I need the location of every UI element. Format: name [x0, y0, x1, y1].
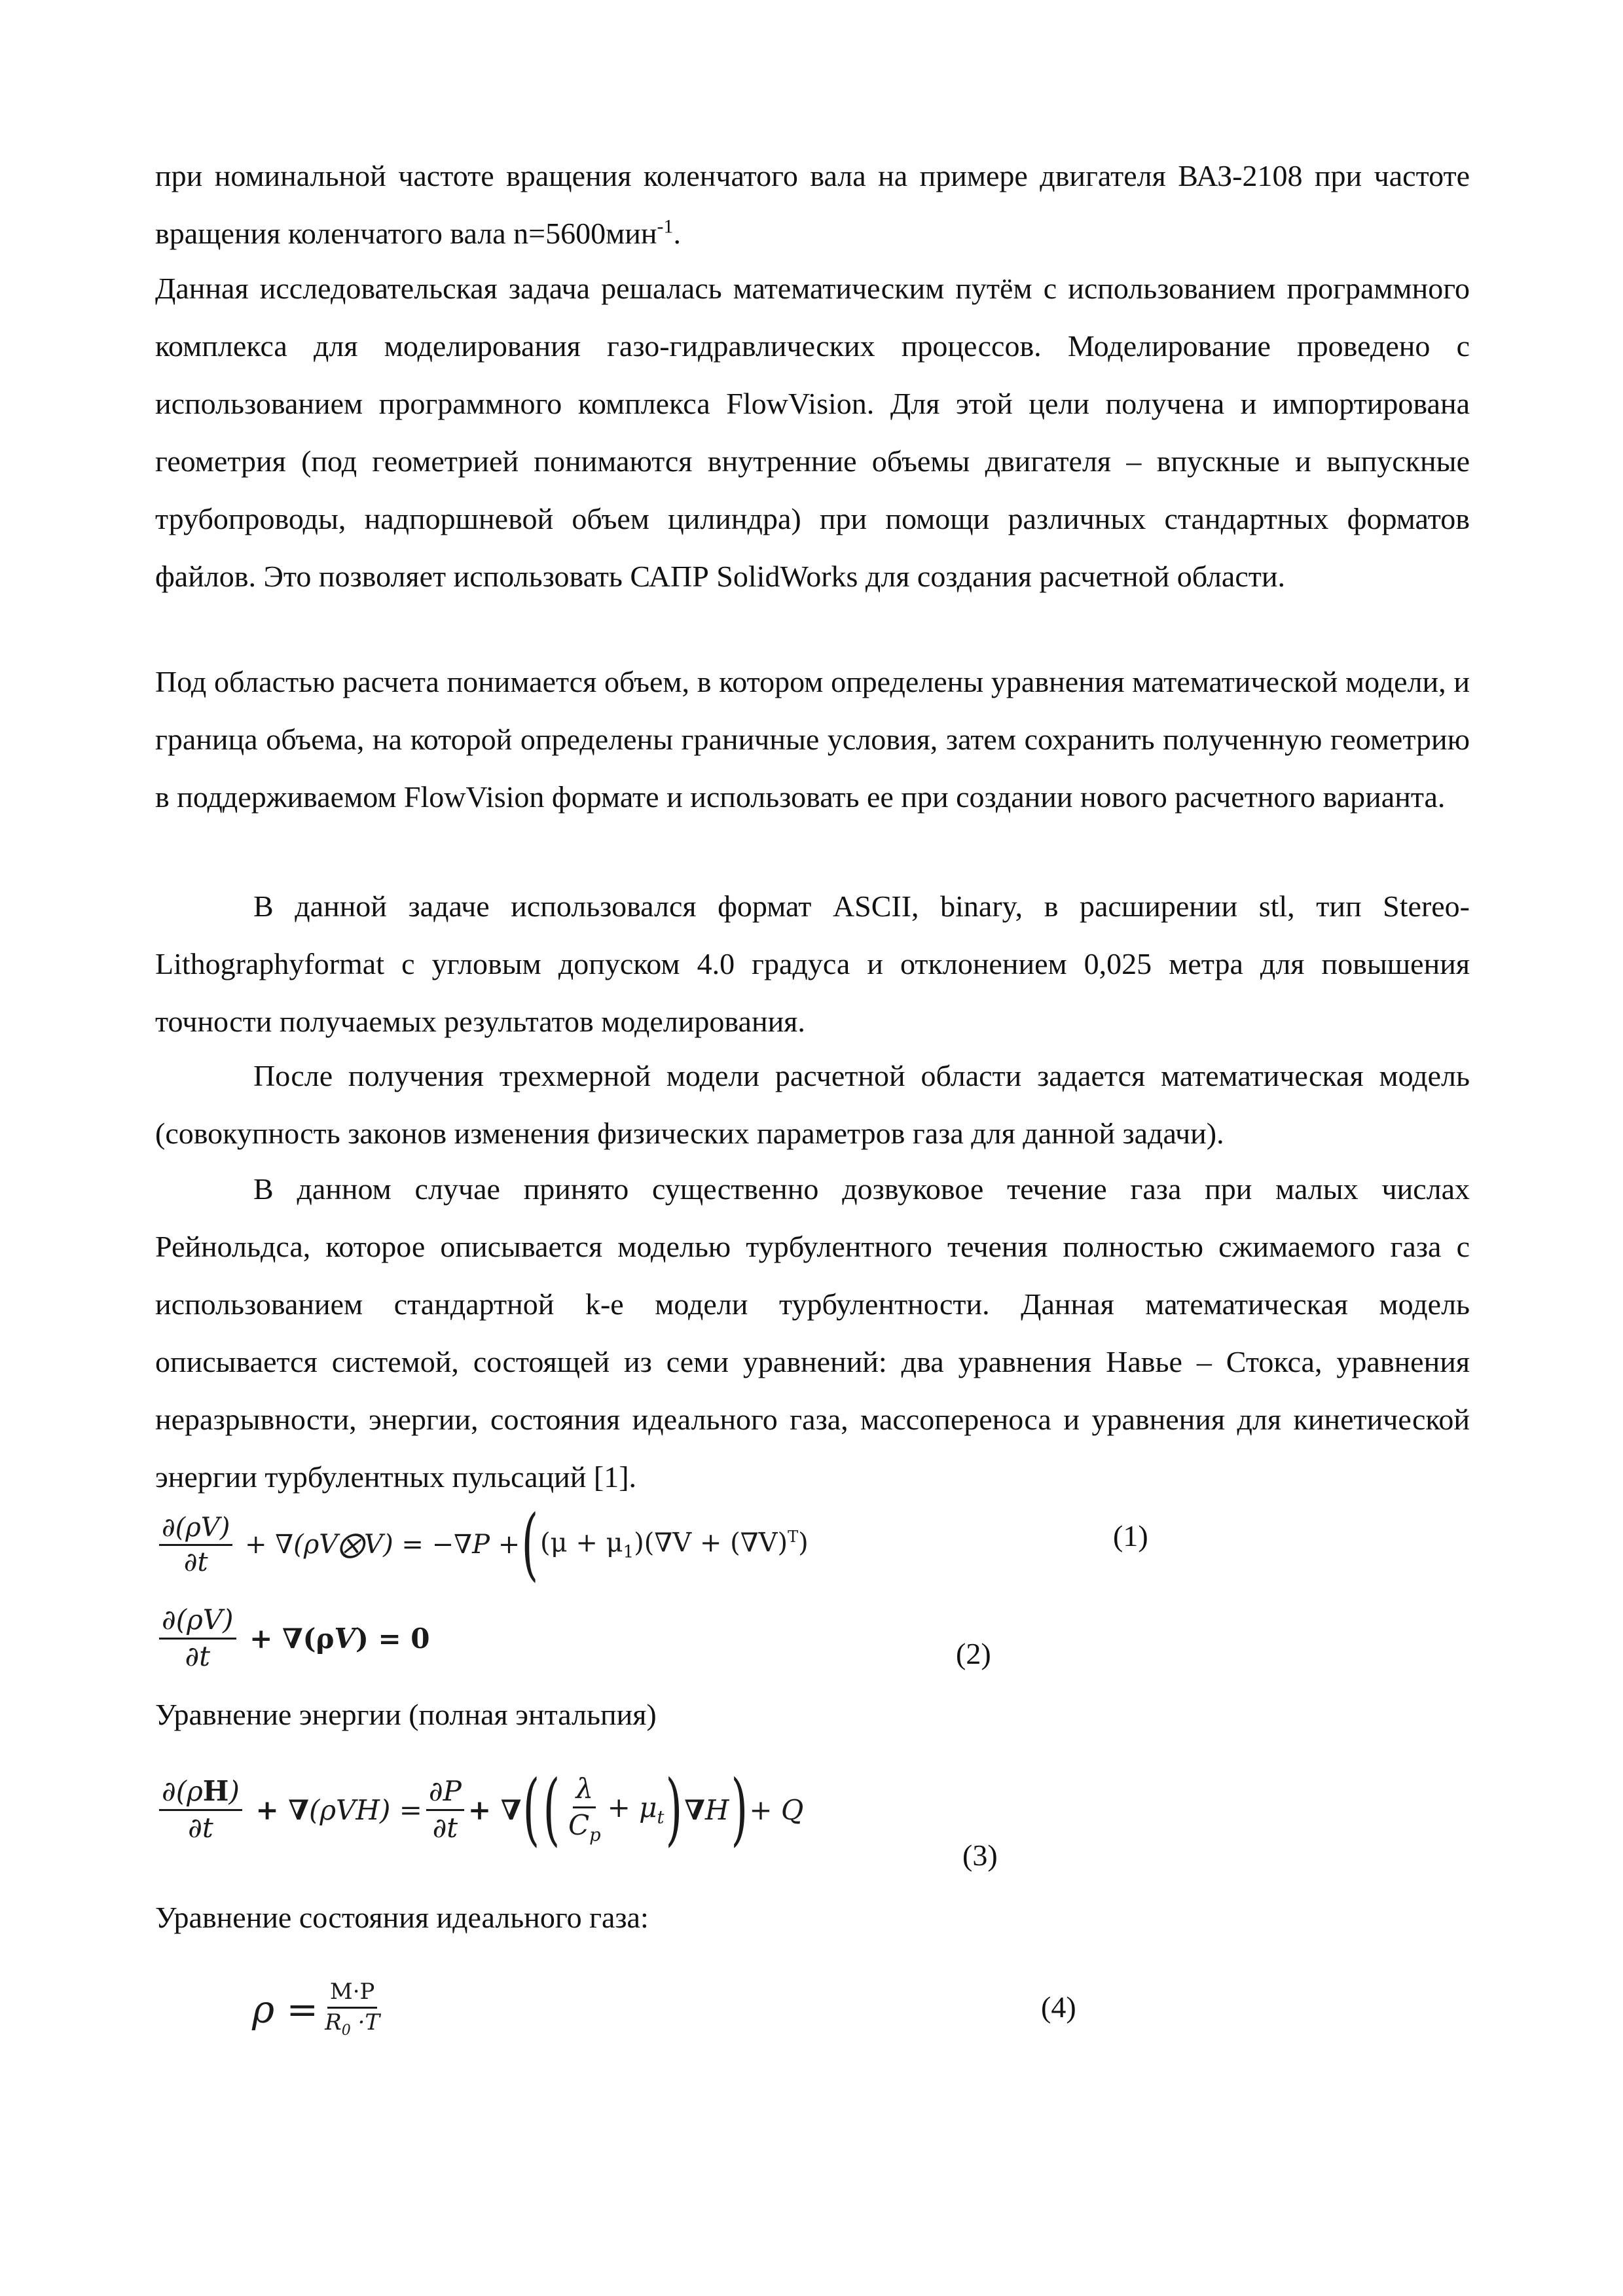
ideal-gas-equation-label: Уравнение состояния идеального газа:	[155, 1901, 649, 1934]
paragraph-1-text: при номинальной частоте вращения коленчатого вала на примере двигателя ВАЗ-2108 при частоте вращения коленчатого вала n=5600мин	[155, 159, 1470, 250]
equation-4-formula: ρ = $\frac{M\cdot P}{R_0 \cdot T}$	[252, 1979, 380, 2039]
paragraph-4: В данной задаче использовался формат ASCII, binary, в расширении stl, тип Stereo-Lithographyformat с угловым допуском 4.0 градуса и отклонением 0,025 метра для повышения точности получаемых результатов моделирования.	[155, 889, 1470, 1038]
paragraph-5: После получения трехмерной модели расчетной области задается математическая модель (совокупность законов изменения физических параметров газа для данной задачи).	[155, 1059, 1470, 1150]
paragraph-3: Под областью расчета понимается объем, в котором определены уравнения математической модели, и граница объема, на которой определены граничные условия, затем сохранить полученную геометрию в поддерживаемом FlowVision формате и использовать ее при создании нового расчетного варианта.	[155, 665, 1470, 814]
equation-2-formula: $\frac{\partial(\rho V)}{\partial t}$ + ∇(ρV) = 0	[155, 1596, 430, 1681]
paragraph-2: Данная исследовательская задача решалась математическим путём с использованием программного комплекса для моделирования газо-гидравлических процессов. Моделирование проведено с использованием программного комплекса FlowVision. Для этой цели получена и импортирована геометрия (под геометрией понимаются внутренние объемы двигателя – впускные и выпускные трубопроводы, надпоршневой объем цилиндра) при помощи различных стандартных форматов файлов. Это позволяет использовать САПР SolidWorks для создания расчетной области.	[155, 272, 1470, 593]
equation-4-number: (4)	[1041, 1990, 1076, 2024]
equation-1-number: (1)	[1113, 1519, 1148, 1552]
paragraph-1	[155, 147, 1470, 262]
paragraph-6: В данном случае принято существенно дозвуковое течение газа при малых числах Рейнольдса, которое описывается моделью турбулентного течения полностью сжимаемого газа с использованием стандартной k-e модели турбулентности. Данная математическая модель описывается системой, состоящей из семи уравнений: два уравнения Навье – Стокса, уравнения неразрывности, энергии, состояния идеального газа, массопереноса и уравнения для кинетической энергии турбулентных пульсаций [1].	[155, 1172, 1470, 1494]
paragraph-1-end: .	[673, 217, 681, 250]
equation-3-formula: $\frac{\partial(\rho H)}{\partial t}$ + ∇(ρVH) = $\frac{\partial P}{\partial t}$ + ∇ ( ( $\frac{\lambda}{C_p}$ + $\mu_t$ ) ∇H ) + Q	[155, 1754, 803, 1865]
equation-1-formula: $\frac{\partial(\rho V)}{\partial t}$ + ∇(ρV⨂V) = −∇P + ( $(\mu + \mu_1)(\nabla V + (\nabla V)^T)$	[155, 1505, 809, 1584]
equation-2-number: (2)	[956, 1637, 991, 1670]
equation-3-number: (3)	[962, 1839, 998, 1872]
energy-equation-label: Уравнение энергии (полная энтальпия)	[155, 1698, 657, 1731]
superscript-minus-one: -1	[657, 215, 674, 238]
